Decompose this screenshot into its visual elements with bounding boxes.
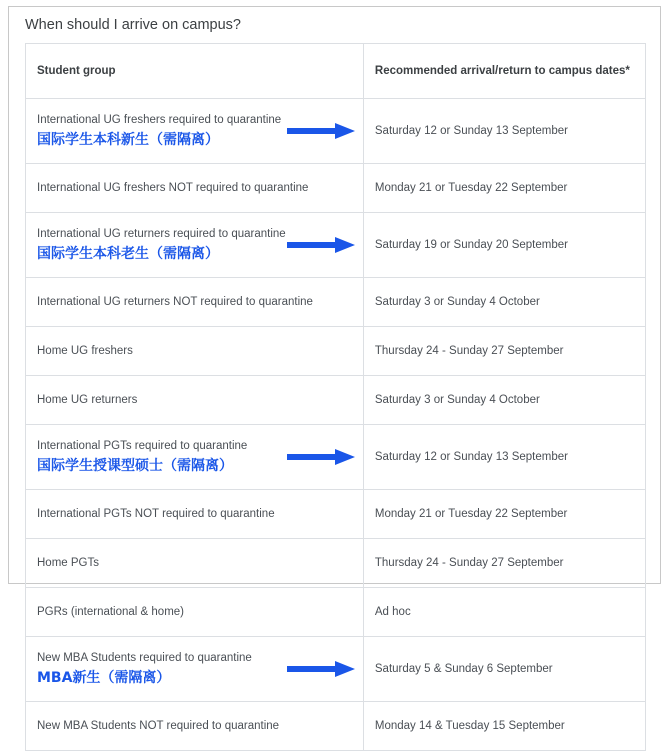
cell-arrival-dates: Saturday 3 or Sunday 4 October (363, 376, 645, 425)
arrival-dates-table-wrapper (9, 43, 660, 751)
cell-student-group (26, 376, 364, 425)
info-card (8, 6, 661, 733)
student-group-label-en: International UG freshers NOT required to quarantine (37, 182, 309, 195)
cell-student-group (26, 425, 364, 490)
table-row (26, 588, 646, 637)
student-group-label-zh: MBA新生（需隔离） (37, 669, 171, 686)
student-group-label-en: Home UG freshers (37, 345, 133, 358)
table-row (26, 702, 646, 751)
cell-arrival-dates: Thursday 24 - Sunday 27 September (363, 539, 645, 588)
cell-student-group (26, 490, 364, 539)
cell-student-group (26, 588, 364, 637)
student-group-label-en: International UG freshers required to quarantine (37, 114, 282, 127)
cell-student-group (26, 539, 364, 588)
table-row (26, 164, 646, 213)
table-row (26, 425, 646, 490)
student-group-label-en: International PGTs NOT required to quarantine (37, 508, 275, 521)
table-row (26, 278, 646, 327)
page-title: When should I arrive on campus? (25, 17, 241, 33)
cell-arrival-dates: Saturday 12 or Sunday 13 September (363, 99, 645, 164)
table-row (26, 327, 646, 376)
student-group-label-en: New MBA Students NOT required to quarantine (37, 720, 280, 733)
student-group-label-en: International UG returners NOT required to quarantine (37, 296, 313, 309)
cell-student-group (26, 702, 364, 751)
cell-arrival-dates: Ad hoc (363, 588, 645, 637)
cell-arrival-dates: Saturday 19 or Sunday 20 September (363, 213, 645, 278)
column-header-arrival-dates: Recommended arrival/return to campus dates* (363, 44, 645, 99)
table-row (26, 490, 646, 539)
column-header-student-group: Student group (26, 44, 364, 99)
student-group-label-zh: 国际学生本科老生（需隔离） (37, 245, 219, 262)
cell-student-group (26, 164, 364, 213)
student-group-label-en: Home UG returners (37, 394, 138, 407)
table-header-row (26, 44, 646, 99)
student-group-label-en: Home PGTs (37, 557, 99, 570)
table-row (26, 637, 646, 702)
student-group-label-en: International PGTs required to quarantine (37, 440, 248, 453)
cell-arrival-dates: Saturday 3 or Sunday 4 October (363, 278, 645, 327)
student-group-label-en: PGRs (international & home) (37, 606, 185, 619)
cell-arrival-dates: Saturday 12 or Sunday 13 September (363, 425, 645, 490)
cell-student-group (26, 99, 364, 164)
cell-arrival-dates: Monday 21 or Tuesday 22 September (363, 164, 645, 213)
cell-student-group (26, 278, 364, 327)
cell-student-group (26, 213, 364, 278)
cell-student-group (26, 637, 364, 702)
cell-student-group (26, 327, 364, 376)
cell-arrival-dates: Monday 21 or Tuesday 22 September (363, 490, 645, 539)
student-group-label-zh: 国际学生授课型硕士（需隔离） (37, 457, 233, 474)
cell-arrival-dates: Monday 14 & Tuesday 15 September (363, 702, 645, 751)
student-group-label-en: New MBA Students required to quarantine (37, 652, 252, 665)
table-head (26, 44, 646, 99)
table-row (26, 539, 646, 588)
cell-arrival-dates: Thursday 24 - Sunday 27 September (363, 327, 645, 376)
student-group-label-en: International UG returners required to quarantine (37, 228, 286, 241)
table-row (26, 376, 646, 425)
table-body (26, 99, 646, 751)
table-row (26, 213, 646, 278)
student-group-label-zh: 国际学生本科新生（需隔离） (37, 131, 219, 148)
cell-arrival-dates: Saturday 5 & Sunday 6 September (363, 637, 645, 702)
table-row (26, 99, 646, 164)
arrival-dates-table (25, 43, 646, 751)
